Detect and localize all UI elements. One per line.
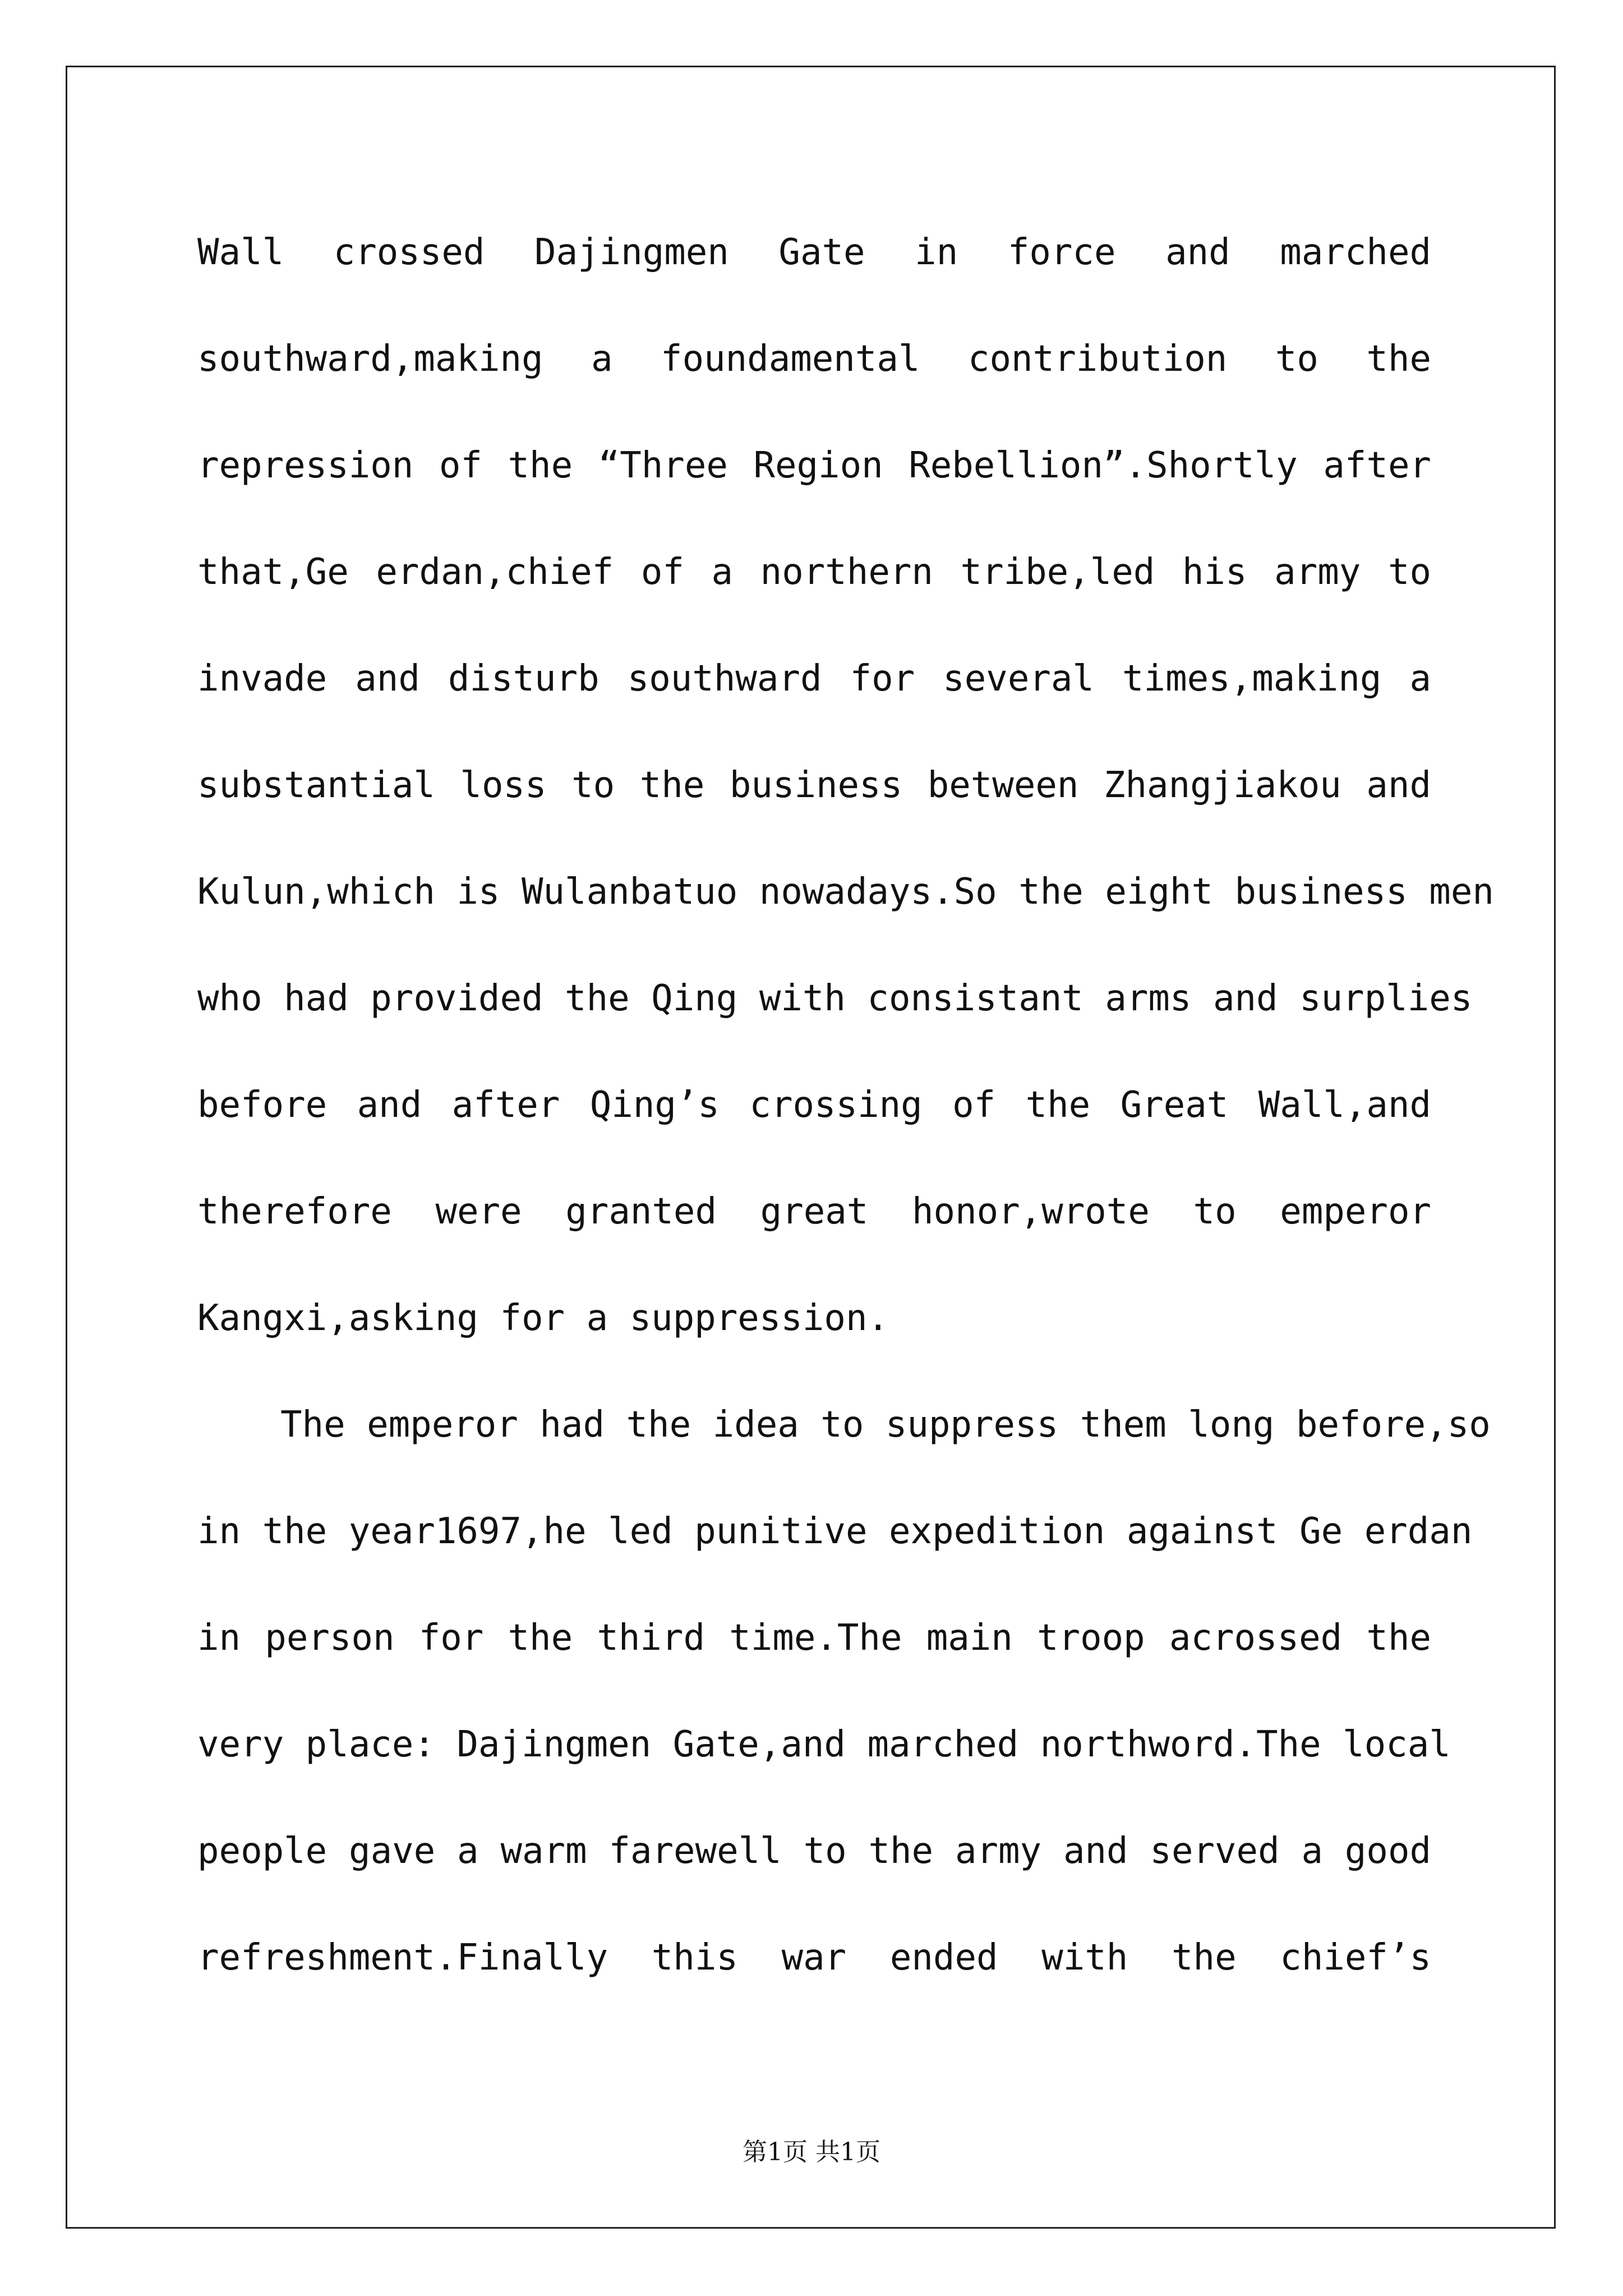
text-line: refreshment.Finally this war ended with the chief’s bbox=[197, 1937, 1431, 1978]
text-line: invade and disturb southward for several times,making a bbox=[197, 658, 1431, 700]
text-line: repression of the “Three Region Rebellion”.Shortly after bbox=[197, 445, 1431, 486]
text-line: Kangxi,asking for a suppression. bbox=[197, 1297, 889, 1339]
text-line: therefore were granted great honor,wrote to emperor bbox=[197, 1191, 1431, 1232]
document-body bbox=[197, 224, 1494, 2036]
page-number-footer: 第1页 共1页 bbox=[743, 2138, 880, 2166]
text-line: The emperor had the idea to suppress them long before,so bbox=[280, 1404, 1491, 1446]
text-line: Kulun,which is Wulanbatuo nowadays.So the eight business men bbox=[197, 871, 1494, 913]
text-line: who had provided the Qing with consistant arms and surplies bbox=[197, 978, 1473, 1019]
text-line: Wall crossed Dajingmen Gate in force and marched bbox=[197, 232, 1431, 273]
text-line: in person for the third time.The main troop acrossed the bbox=[197, 1617, 1431, 1659]
text-line: substantial loss to the business between Zhangjiakou and bbox=[197, 765, 1431, 806]
text-line: very place: Dajingmen Gate,and marched northword.The local bbox=[197, 1724, 1451, 1765]
text-line: people gave a warm farewell to the army and served a good bbox=[197, 1830, 1431, 1872]
text-line: southward,making a foundamental contribution to the bbox=[197, 338, 1431, 380]
text-line: in the year1697,he led punitive expedition against Ge erdan bbox=[197, 1511, 1473, 1552]
text-line: before and after Qing’s crossing of the Great Wall,and bbox=[197, 1084, 1431, 1126]
text-line: that,Ge erdan,chief of a northern tribe,led his army to bbox=[197, 551, 1431, 593]
